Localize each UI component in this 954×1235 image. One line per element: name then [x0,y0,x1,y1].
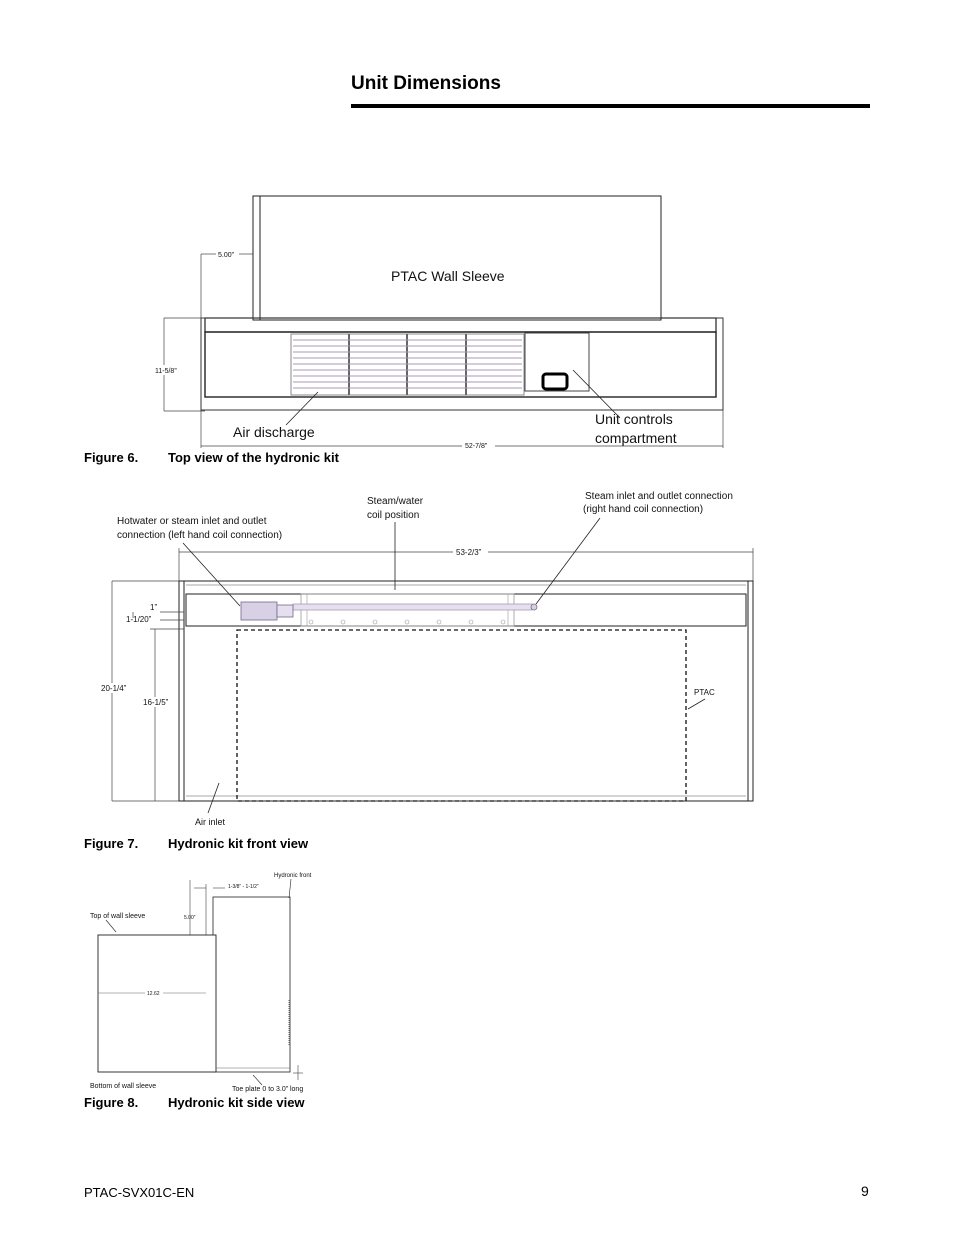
air-inlet-label: Air inlet [195,817,226,827]
unit-controls-label-2: compartment [595,430,677,446]
hydronic-front-label: Hydronic front [274,873,312,879]
dim-1-label: 1” [150,603,158,612]
top-wall-sleeve-label: Top of wall sleeve [90,913,146,920]
unit-controls-label-1: Unit controls [595,411,673,427]
wall-sleeve-side [98,935,216,1072]
footer-page-number: 9 [861,1183,869,1199]
figure-8-caption-text: Hydronic kit side view [168,1095,305,1110]
dim-width-label: 52-7/8” [465,443,488,450]
dim-5-label: 5.00” [218,252,234,259]
dim-height-label: 11-5/8” [155,368,177,375]
dim-1-1-20-label: 1-1/20” [126,615,152,624]
figure-6-caption-text: Top view of the hydronic kit [168,450,339,465]
hotwater-label-1: Hotwater or steam inlet and outlet [117,516,267,527]
toe-plate-label: Toe plate 0 to 3.0” long [232,1086,304,1093]
figure-8-caption [84,1095,305,1110]
steam-water-label-2: coil position [367,510,420,521]
dim-top-label: 1-3/8” - 1-1/2” [228,884,259,890]
air-discharge-label: Air discharge [233,424,315,440]
figure-6-number: Figure 6. [84,450,139,465]
steam-water-label-1: Steam/water [367,496,424,507]
figure-8-number: Figure 8. [84,1095,139,1110]
page-title: Unit Dimensions [351,73,501,94]
dim-12-label: 12.62 [147,991,160,997]
ptac-label: PTAC [694,688,715,697]
footer-doc-id: PTAC-SVX01C-EN [84,1185,195,1200]
hotwater-label-2: connection (left hand coil connection) [117,530,283,541]
dim-width-7-label: 53-2/3” [456,548,482,557]
figure-7-caption-text: Hydronic kit front view [168,836,309,851]
hydronic-outline [213,897,290,1072]
wall-sleeve-label: PTAC Wall Sleeve [391,268,505,284]
steam-right-label-1: Steam inlet and outlet connection [585,491,733,502]
dim-16-label: 16-1/5” [143,698,169,707]
figure-7-number: Figure 7. [84,836,139,851]
steam-right-label-2: (right hand coil connection) [583,504,704,515]
dim-5-side-label: 5.00” [184,915,196,921]
bottom-wall-sleeve-label: Bottom of wall sleeve [90,1083,157,1090]
dim-20-label: 20-1/4” [101,684,127,693]
